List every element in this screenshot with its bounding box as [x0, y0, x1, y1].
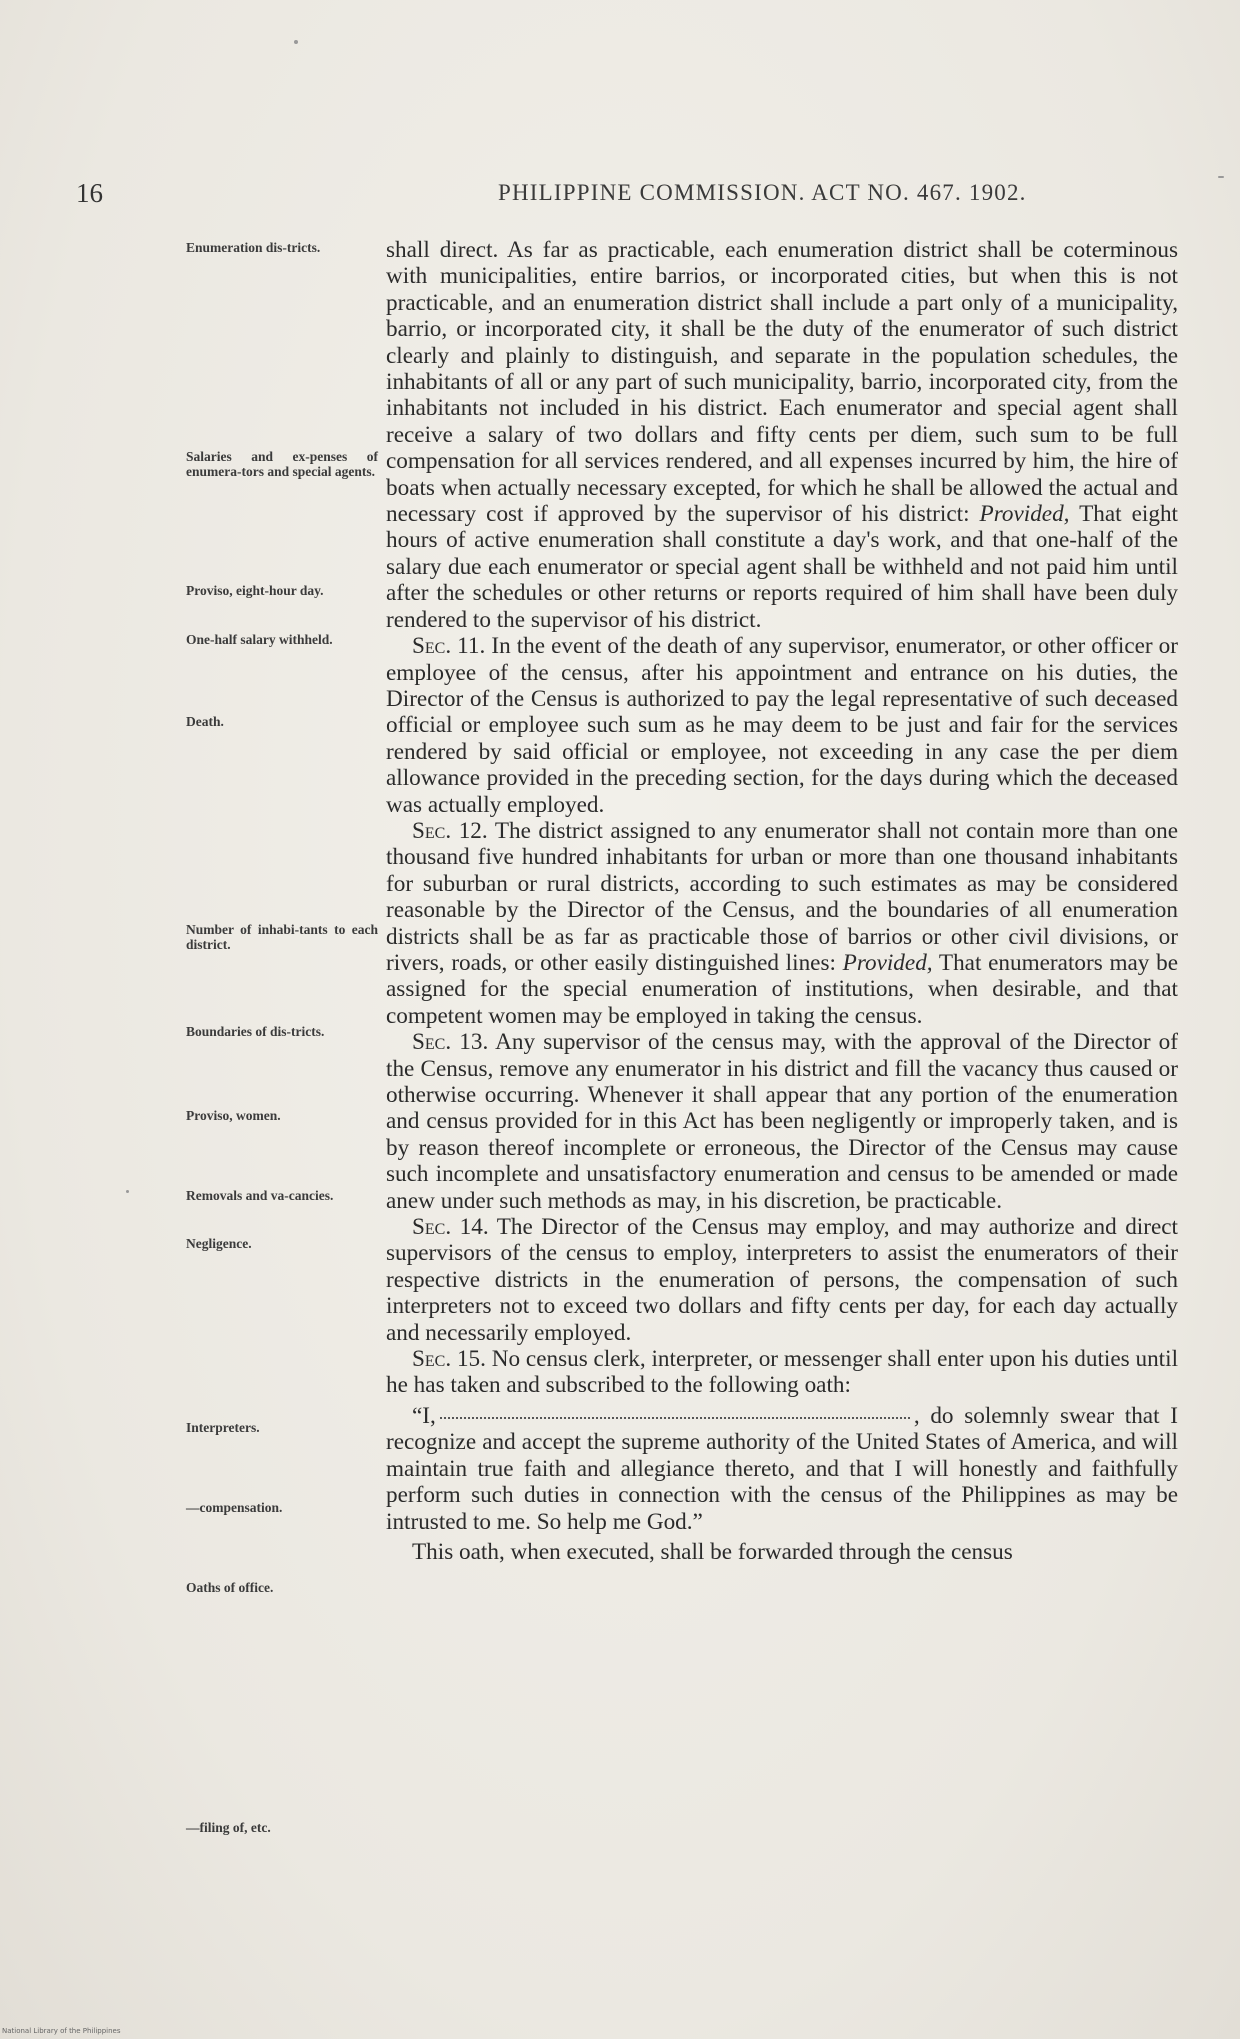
section-label: Sec. 12.: [412, 817, 488, 844]
section-15: Sec. 15. No census clerk, interpreter, or messenger shall enter upon his duties until he has taken and subscribed to the following oath:: [386, 1346, 1179, 1399]
footer-credit: National Library of the Philippines: [2, 2027, 121, 2035]
paragraph-last: This oath, when executed, shall be forwarded through the census: [412, 1538, 1013, 1565]
margin-note-proviso-women: Proviso, women.: [186, 1108, 281, 1123]
scan-speck: [294, 40, 298, 44]
margin-note-negligence: Negligence.: [186, 1236, 252, 1251]
margin-note-one-half-salary: One-half salary withheld.: [186, 632, 333, 647]
section-11: Sec. 11. In the event of the death of any supervisor, enumerator, or other officer or employee of the census, after his appointment and entrance on his duties, the Director of the Census is authorized to pay the legal representative of such deceased official or employee such sum as he may deem to be just and fair for the services rendered by said official or employee, not exceeding in any case the per diem allowance provided in the preceding section, for the days during which the deceased was actually employed.: [386, 633, 1179, 818]
body-text: [386, 237, 1178, 1565]
oath-name-blank: [440, 1416, 910, 1419]
margin-note-boundaries: Boundaries of dis-tricts.: [186, 1024, 325, 1039]
margin-note-oaths-of-office: Oaths of office.: [186, 1580, 274, 1595]
margin-note-removals: Removals and va-cancies.: [186, 1188, 334, 1203]
margin-note-number-inhabitants: Number of inhabi-tants to each district.: [186, 922, 378, 952]
margin-note-enumeration-districts: Enumeration dis-tricts.: [186, 240, 321, 255]
margin-note-filing: —filing of, etc.: [186, 1820, 271, 1835]
margin-note-death: Death.: [186, 714, 224, 729]
running-head: PHILIPPINE COMMISSION. ACT NO. 467. 1902.: [498, 180, 1027, 205]
section-label: Sec. 11.: [412, 633, 486, 660]
section-label: Sec. 13.: [412, 1029, 489, 1056]
section-label: Sec. 15.: [412, 1346, 486, 1373]
scan-speck: [1218, 176, 1224, 178]
margin-note-salaries: Salaries and ex-penses of enumera-tors and special agents.: [186, 449, 378, 479]
oath-text: “I, , do solemnly swear that I recognize and accept the supreme authority of the United States of America, and will maintain true faith and allegiance thereto, and that I will honestly and faithfully perform such duties in connection with the census of the Philippines as may be intrusted to me. So help me God.”: [386, 1402, 1178, 1535]
section-13: Sec. 13. Any supervisor of the census may, with the approval of the Director of the Census, remove any enumerator in his district and fill the vacancy thus caused or otherwise occurring. Whenever it shall appear that any portion of the enumeration and census provided for in this Act has been negligently or improperly taken, and is by reason thereof incomplete or erroneous, the Director of the Census may cause such incomplete and unsatisfactory enumeration and census to be amended or made anew under such methods as may, in his discretion, be practicable.: [386, 1029, 1178, 1214]
section-12: Sec. 12. The district assigned to any enumerator shall not contain more than one thousand five hundred inhabitants for urban or more than one thousand inhabitants for suburban or rural districts, according to such estimates as may be considered reasonable by the Director of the Census, and the boundaries of all enumeration districts shall be as far as practicable those of barrios or other civil divisions, or rivers, roads, or other easily distinguished lines: Provided, That enumerators may be assigned for the special enumeration of institutions, when desirable, and that competent women may be employed in taking the census.: [386, 817, 1178, 1029]
margin-note-compensation: —compensation.: [186, 1500, 283, 1515]
margin-note-proviso-eight-hour: Proviso, eight-hour day.: [186, 583, 324, 598]
section-label: Sec. 14.: [412, 1214, 489, 1241]
page-number: 16: [76, 178, 103, 208]
scan-speck: [126, 1190, 129, 1193]
margin-note-interpreters: Interpreters.: [186, 1420, 260, 1435]
section-14: Sec. 14. The Director of the Census may employ, and may authorize and direct supervisors of the census to employ, interpreters to assist the enumerators of their respective districts in the enumeration of persons, the compensation of such interpreters not to exceed two dollars and fifty cents per day, for each day actually and necessarily employed.: [386, 1214, 1178, 1346]
paragraph-continuation: shall direct. As far as practicable, each enumeration district shall be coterminous with municipalities, entire barrios, or incorporated cities, but when this is not practicable, and an enumeration district shall include a part only of a municipality, barrio, or incorporated city, it shall be the duty of the enumerator of such district clearly and plainly to distinguish, and separate in the population schedules, the inhabitants of all or any part of such municipality, barrio, incorporated city, from the inhabitants not included in his district. Each enumerator and special agent shall receive a salary of two dollars and fifty cents per diem, such sum to be full compensation for all services rendered, and all expenses incurred by him, the hire of boats when actually necessary excepted, for which he shall be allowed the actual and necessary cost if approved by the supervisor of his district: Provided, That eight hours of active enumeration shall constitute a day's work, and that one-half of the salary due each enumerator or special agent shall be withheld and not paid him until after the schedules or other returns or reports required of him shall have been duly rendered to the supervisor of his district.: [386, 237, 1178, 633]
